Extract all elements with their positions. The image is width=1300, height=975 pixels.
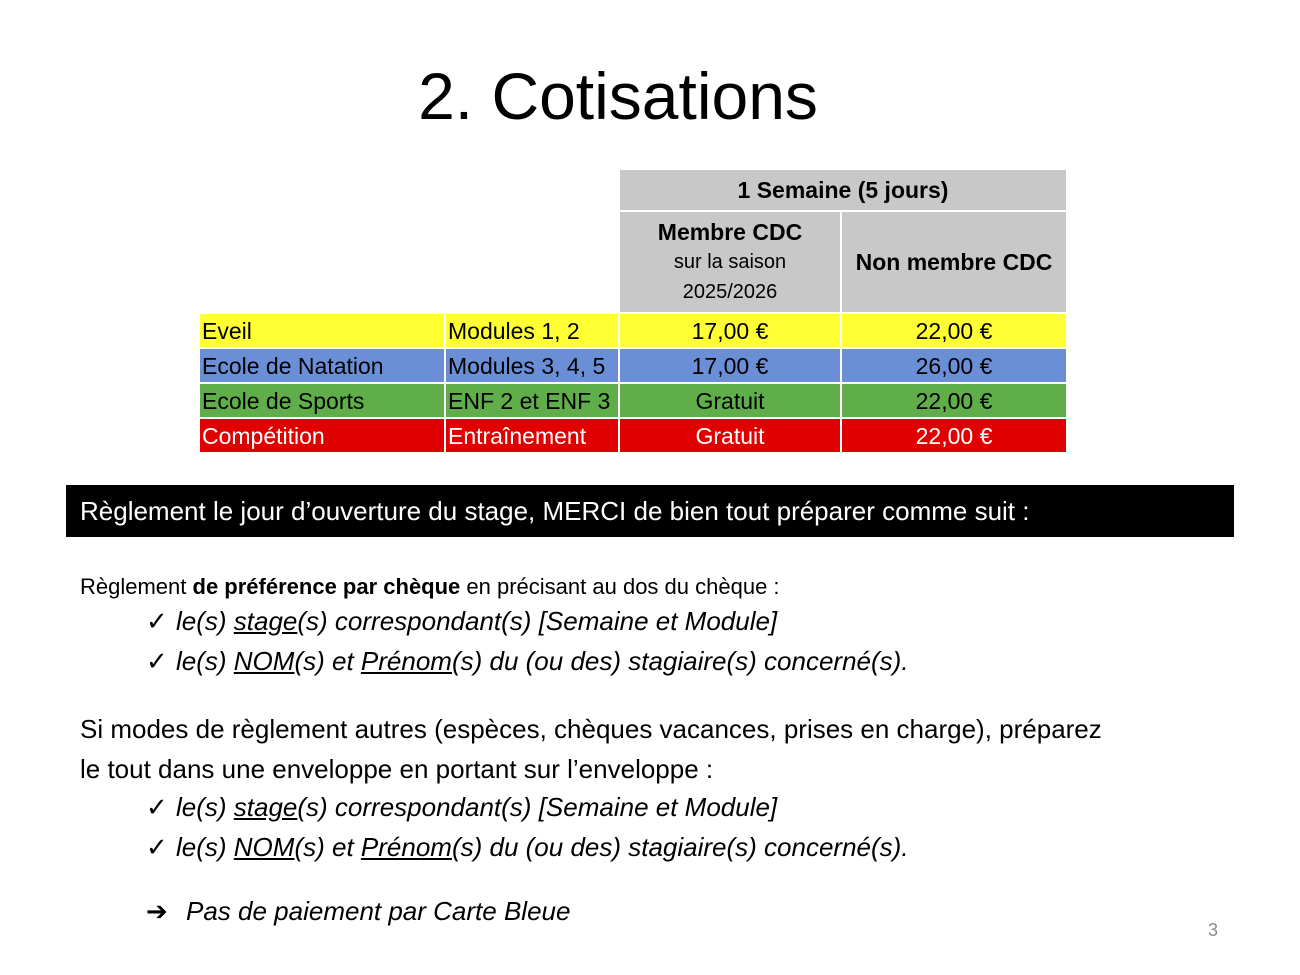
member-header-sub1: sur la saison bbox=[673, 251, 787, 273]
nonmember-price-cell: 22,00 € bbox=[841, 313, 1067, 348]
item-text: (s) et bbox=[294, 646, 361, 676]
checklist-item-names bbox=[146, 646, 909, 677]
other-modes-line2: le tout dans une enveloppe en portant sur l’enveloppe : bbox=[80, 754, 714, 784]
table-row bbox=[199, 383, 1067, 418]
item-text: (s) correspondant(s) [Semaine et Module] bbox=[297, 606, 778, 636]
item-text: (s) correspondant(s) [Semaine et Module] bbox=[297, 792, 778, 822]
category-cell: Compétition bbox=[199, 418, 445, 453]
nonmember-header bbox=[841, 211, 1067, 313]
modules-cell: Modules 3, 4, 5 bbox=[445, 348, 619, 383]
table-row bbox=[199, 348, 1067, 383]
modules-cell: ENF 2 et ENF 3 bbox=[445, 383, 619, 418]
other-modes-line1: Si modes de règlement autres (espèces, chèques vacances, prises en charge), préparez bbox=[80, 714, 1102, 744]
modules-cell: Entraînement bbox=[445, 418, 619, 453]
member-price-cell: Gratuit bbox=[619, 418, 841, 453]
member-header bbox=[619, 211, 841, 313]
member-price-cell: 17,00 € bbox=[619, 313, 841, 348]
item-underlined: Prénom bbox=[360, 832, 452, 862]
item-underlined: NOM bbox=[233, 832, 295, 862]
member-header-title: Membre CDC bbox=[657, 219, 803, 245]
category-cell: Ecole de Natation bbox=[199, 348, 445, 383]
member-header-sub2: 2025/2026 bbox=[682, 281, 778, 303]
cheque-intro bbox=[80, 574, 780, 600]
item-underlined: stage bbox=[233, 792, 298, 822]
arrow-right-icon: ➔ bbox=[146, 896, 168, 926]
table-row bbox=[199, 313, 1067, 348]
member-price-cell: Gratuit bbox=[619, 383, 841, 418]
checklist-item-stage-2 bbox=[146, 792, 777, 823]
page-number: 3 bbox=[1208, 920, 1219, 940]
page-title: 2. Cotisations bbox=[418, 59, 818, 133]
category-cell: Eveil bbox=[199, 313, 445, 348]
check-icon: ✓ bbox=[146, 792, 168, 822]
fees-table bbox=[198, 168, 1068, 454]
item-underlined: NOM bbox=[233, 646, 295, 676]
check-icon: ✓ bbox=[146, 646, 168, 676]
no-card-note bbox=[146, 896, 570, 927]
check-icon: ✓ bbox=[146, 832, 168, 862]
member-price-cell: 17,00 € bbox=[619, 348, 841, 383]
cheque-intro-bold: de préférence par chèque bbox=[192, 574, 461, 599]
week-header: 1 Semaine (5 jours) bbox=[619, 169, 1067, 211]
payment-banner: Règlement le jour d’ouverture du stage, MERCI de bien tout préparer comme suit : bbox=[66, 485, 1234, 537]
table-row bbox=[199, 418, 1067, 453]
checklist-item-names-2 bbox=[146, 832, 909, 863]
modules-cell: Modules 1, 2 bbox=[445, 313, 619, 348]
nonmember-header-title: Non membre CDC bbox=[855, 249, 1053, 275]
nonmember-price-cell: 22,00 € bbox=[841, 418, 1067, 453]
cheque-intro-text: Règlement bbox=[80, 574, 193, 599]
item-text: (s) du (ou des) stagiaire(s) concerné(s). bbox=[451, 832, 909, 862]
category-cell: Ecole de Sports bbox=[199, 383, 445, 418]
item-text: le(s) bbox=[176, 792, 234, 822]
item-underlined: Prénom bbox=[360, 646, 452, 676]
item-text: le(s) bbox=[176, 832, 234, 862]
checklist-item-stage bbox=[146, 606, 777, 637]
nonmember-price-cell: 26,00 € bbox=[841, 348, 1067, 383]
item-text: (s) et bbox=[294, 832, 361, 862]
check-icon: ✓ bbox=[146, 606, 168, 636]
cheque-intro-rest: en précisant au dos du chèque : bbox=[460, 574, 780, 599]
nonmember-price-cell: 22,00 € bbox=[841, 383, 1067, 418]
item-text: le(s) bbox=[176, 646, 234, 676]
item-text: le(s) bbox=[176, 606, 234, 636]
item-text: (s) du (ou des) stagiaire(s) concerné(s). bbox=[451, 646, 909, 676]
no-card-text: Pas de paiement par Carte Bleue bbox=[186, 896, 571, 926]
item-underlined: stage bbox=[233, 606, 298, 636]
